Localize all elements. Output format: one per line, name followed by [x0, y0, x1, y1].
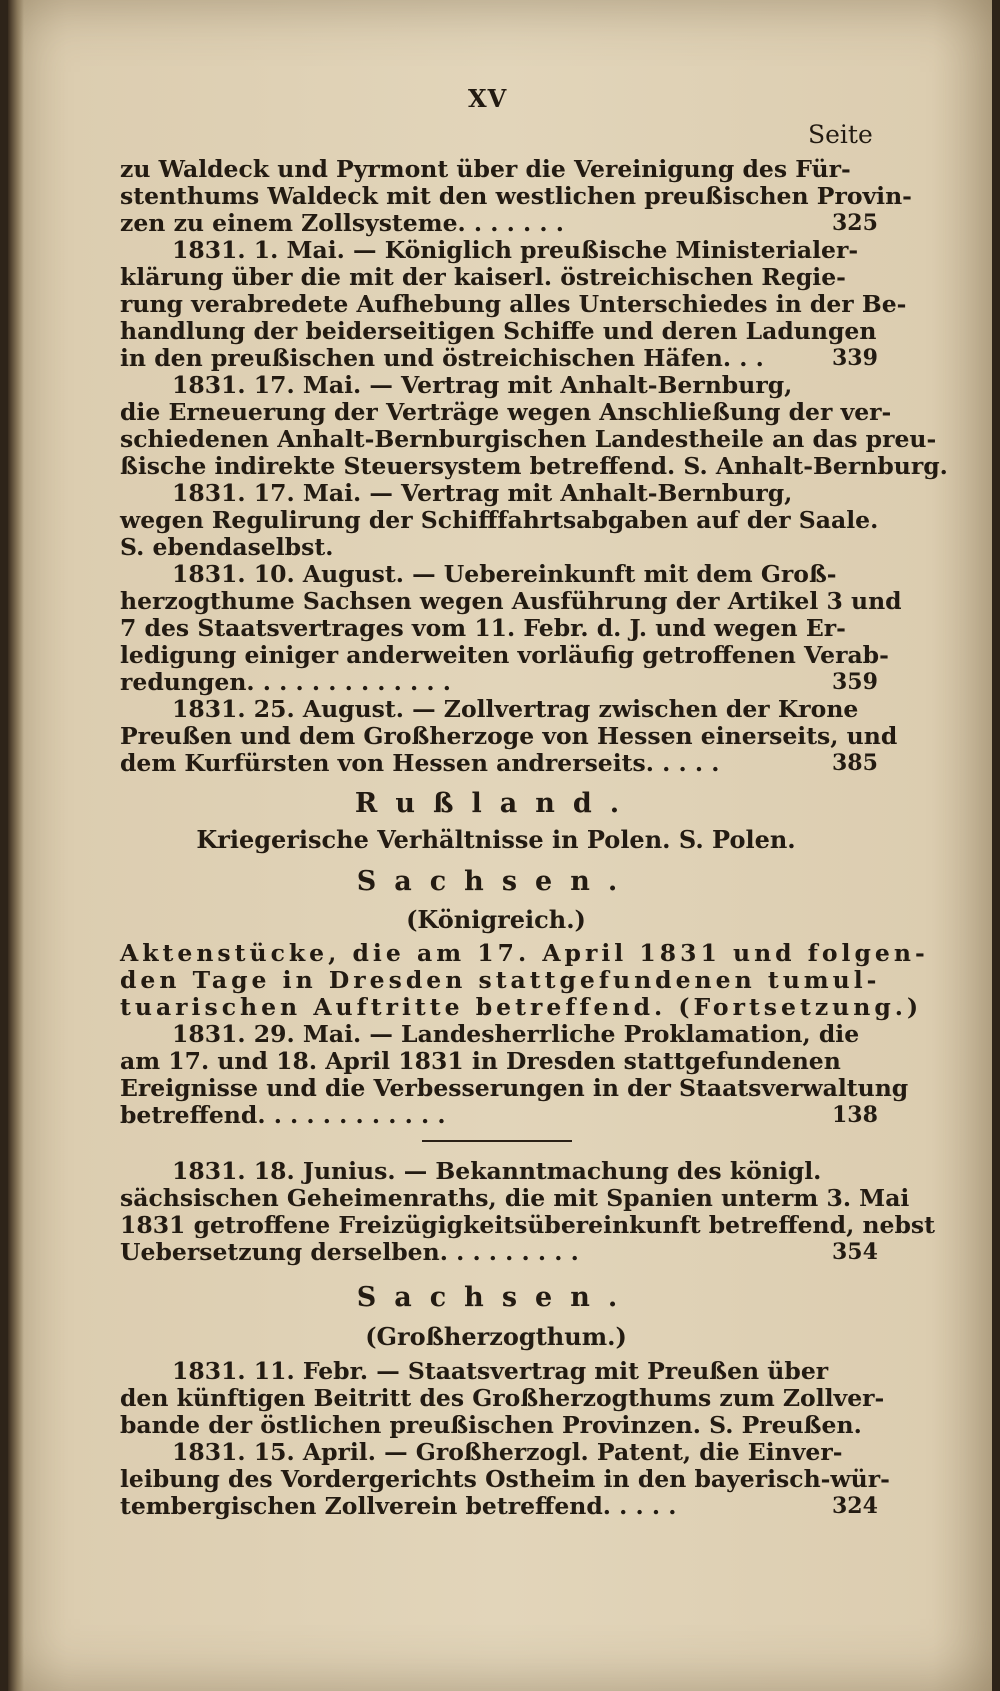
text-line: in den preußischen und östreichischen Häfen. . .	[120, 344, 764, 372]
page-reference: 325	[832, 210, 878, 236]
page-number: XV	[468, 84, 508, 113]
page-reference: 385	[832, 750, 878, 776]
text-line: Uebersetzung derselben. . . . . . . . .	[120, 1238, 579, 1266]
section-heading-sachsen: Sachsen.	[356, 1282, 636, 1313]
text-line: 1831 getroffene Freizügigkeitsübereinkunft betreffend, nebst	[120, 1211, 935, 1239]
text-line: herzogthume Sachsen wegen Ausführung der Artikel 3 und	[120, 587, 902, 615]
column-label-seite: Seite	[808, 120, 873, 149]
page-reference: 354	[832, 1239, 878, 1265]
page-reference: 339	[832, 345, 878, 371]
page-reference: 324	[832, 1493, 878, 1519]
text-line: sächsischen Geheimenraths, die mit Spanien unterm 3. Mai	[120, 1184, 910, 1212]
text-line: am 17. und 18. April 1831 in Dresden stattgefundenen	[120, 1047, 841, 1075]
page-reference: 138	[832, 1102, 878, 1128]
text-line: tembergischen Zollverein betreffend. . . . .	[120, 1492, 677, 1520]
text-line: stenthums Waldeck mit den westlichen preußischen Provin-	[120, 182, 912, 210]
section-heading-sachsen: Sachsen.	[356, 866, 636, 897]
book-page	[8, 0, 992, 1691]
text-line: rung verabredete Aufhebung alles Unterschiedes in der Be-	[120, 290, 907, 318]
text-line: ledigung einiger anderweiten vorläufig getroffenen Verab-	[120, 641, 889, 669]
text-line: Ereignisse und die Verbesserungen in der Staatsverwaltung	[120, 1074, 909, 1102]
text-line: 1831. 10. August. — Uebereinkunft mit dem Groß-	[172, 560, 837, 588]
text-line: 1831. 1. Mai. — Königlich preußische Ministerialer-	[172, 236, 859, 264]
text-line: dem Kurfürsten von Hessen andrerseits. . . . .	[120, 749, 720, 777]
text-line: ßische indirekte Steuersystem betreffend. S. Anhalt-Bernburg.	[120, 452, 948, 480]
section-note: Kriegerische Verhältnisse in Polen. S. Polen.	[196, 825, 796, 854]
section-heading-russland: Rußland.	[354, 788, 638, 819]
text-line: 1831. 17. Mai. — Vertrag mit Anhalt-Bernburg,	[172, 479, 793, 507]
text-line: 7 des Staatsvertrages vom 11. Febr. d. J. und wegen Er-	[120, 614, 846, 642]
text-line: bande der östlichen preußischen Provinzen. S. Preußen.	[120, 1411, 862, 1439]
text-line: zu Waldeck und Pyrmont über die Vereinigung des Für-	[120, 155, 851, 183]
text-line: 1831. 29. Mai. — Landesherrliche Proklamation, die	[172, 1020, 860, 1048]
text-line: Aktenstücke, die am 17. April 1831 und folgen-	[120, 939, 929, 967]
text-line: die Erneuerung der Verträge wegen Anschließung der ver-	[120, 398, 892, 426]
text-line: den künftigen Beitritt des Großherzogthums zum Zollver-	[120, 1384, 885, 1412]
text-line: S. ebendaselbst.	[120, 533, 334, 561]
text-line: tuarischen Auftritte betreffend. (Fortsetzung.)	[120, 993, 923, 1021]
divider-rule	[422, 1140, 572, 1142]
text-line: 1831. 25. August. — Zollvertrag zwischen der Krone	[172, 695, 859, 723]
page-reference: 359	[832, 669, 878, 695]
text-line: 1831. 15. April. — Großherzogl. Patent, die Einver-	[172, 1438, 843, 1466]
text-line: 1831. 18. Junius. — Bekanntmachung des königl.	[172, 1157, 822, 1185]
binding-fold	[8, 0, 24, 1691]
text-line: handlung der beiderseitigen Schiffe und deren Ladungen	[120, 317, 877, 345]
text-line: den Tage in Dresden stattgefundenen tumul-	[120, 966, 881, 994]
text-line: wegen Regulirung der Schifffahrtsabgaben auf der Saale.	[120, 506, 879, 534]
text-line: redungen. . . . . . . . . . . . .	[120, 668, 451, 696]
section-subheading: (Großherzogthum.)	[365, 1322, 627, 1351]
text-line: zen zu einem Zollsysteme. . . . . . .	[120, 209, 564, 237]
text-line: schiedenen Anhalt-Bernburgischen Landestheile an das preu-	[120, 425, 937, 453]
text-line: 1831. 11. Febr. — Staatsvertrag mit Preußen über	[172, 1357, 829, 1385]
text-line: klärung über die mit der kaiserl. östreichischen Regie-	[120, 263, 846, 291]
text-line: betreffend. . . . . . . . . . . .	[120, 1101, 446, 1129]
text-line: 1831. 17. Mai. — Vertrag mit Anhalt-Bernburg,	[172, 371, 793, 399]
text-line: Preußen und dem Großherzoge von Hessen einerseits, und	[120, 722, 898, 750]
section-subheading: (Königreich.)	[406, 905, 586, 934]
text-line: leibung des Vordergerichts Ostheim in den bayerisch-wür-	[120, 1465, 890, 1493]
